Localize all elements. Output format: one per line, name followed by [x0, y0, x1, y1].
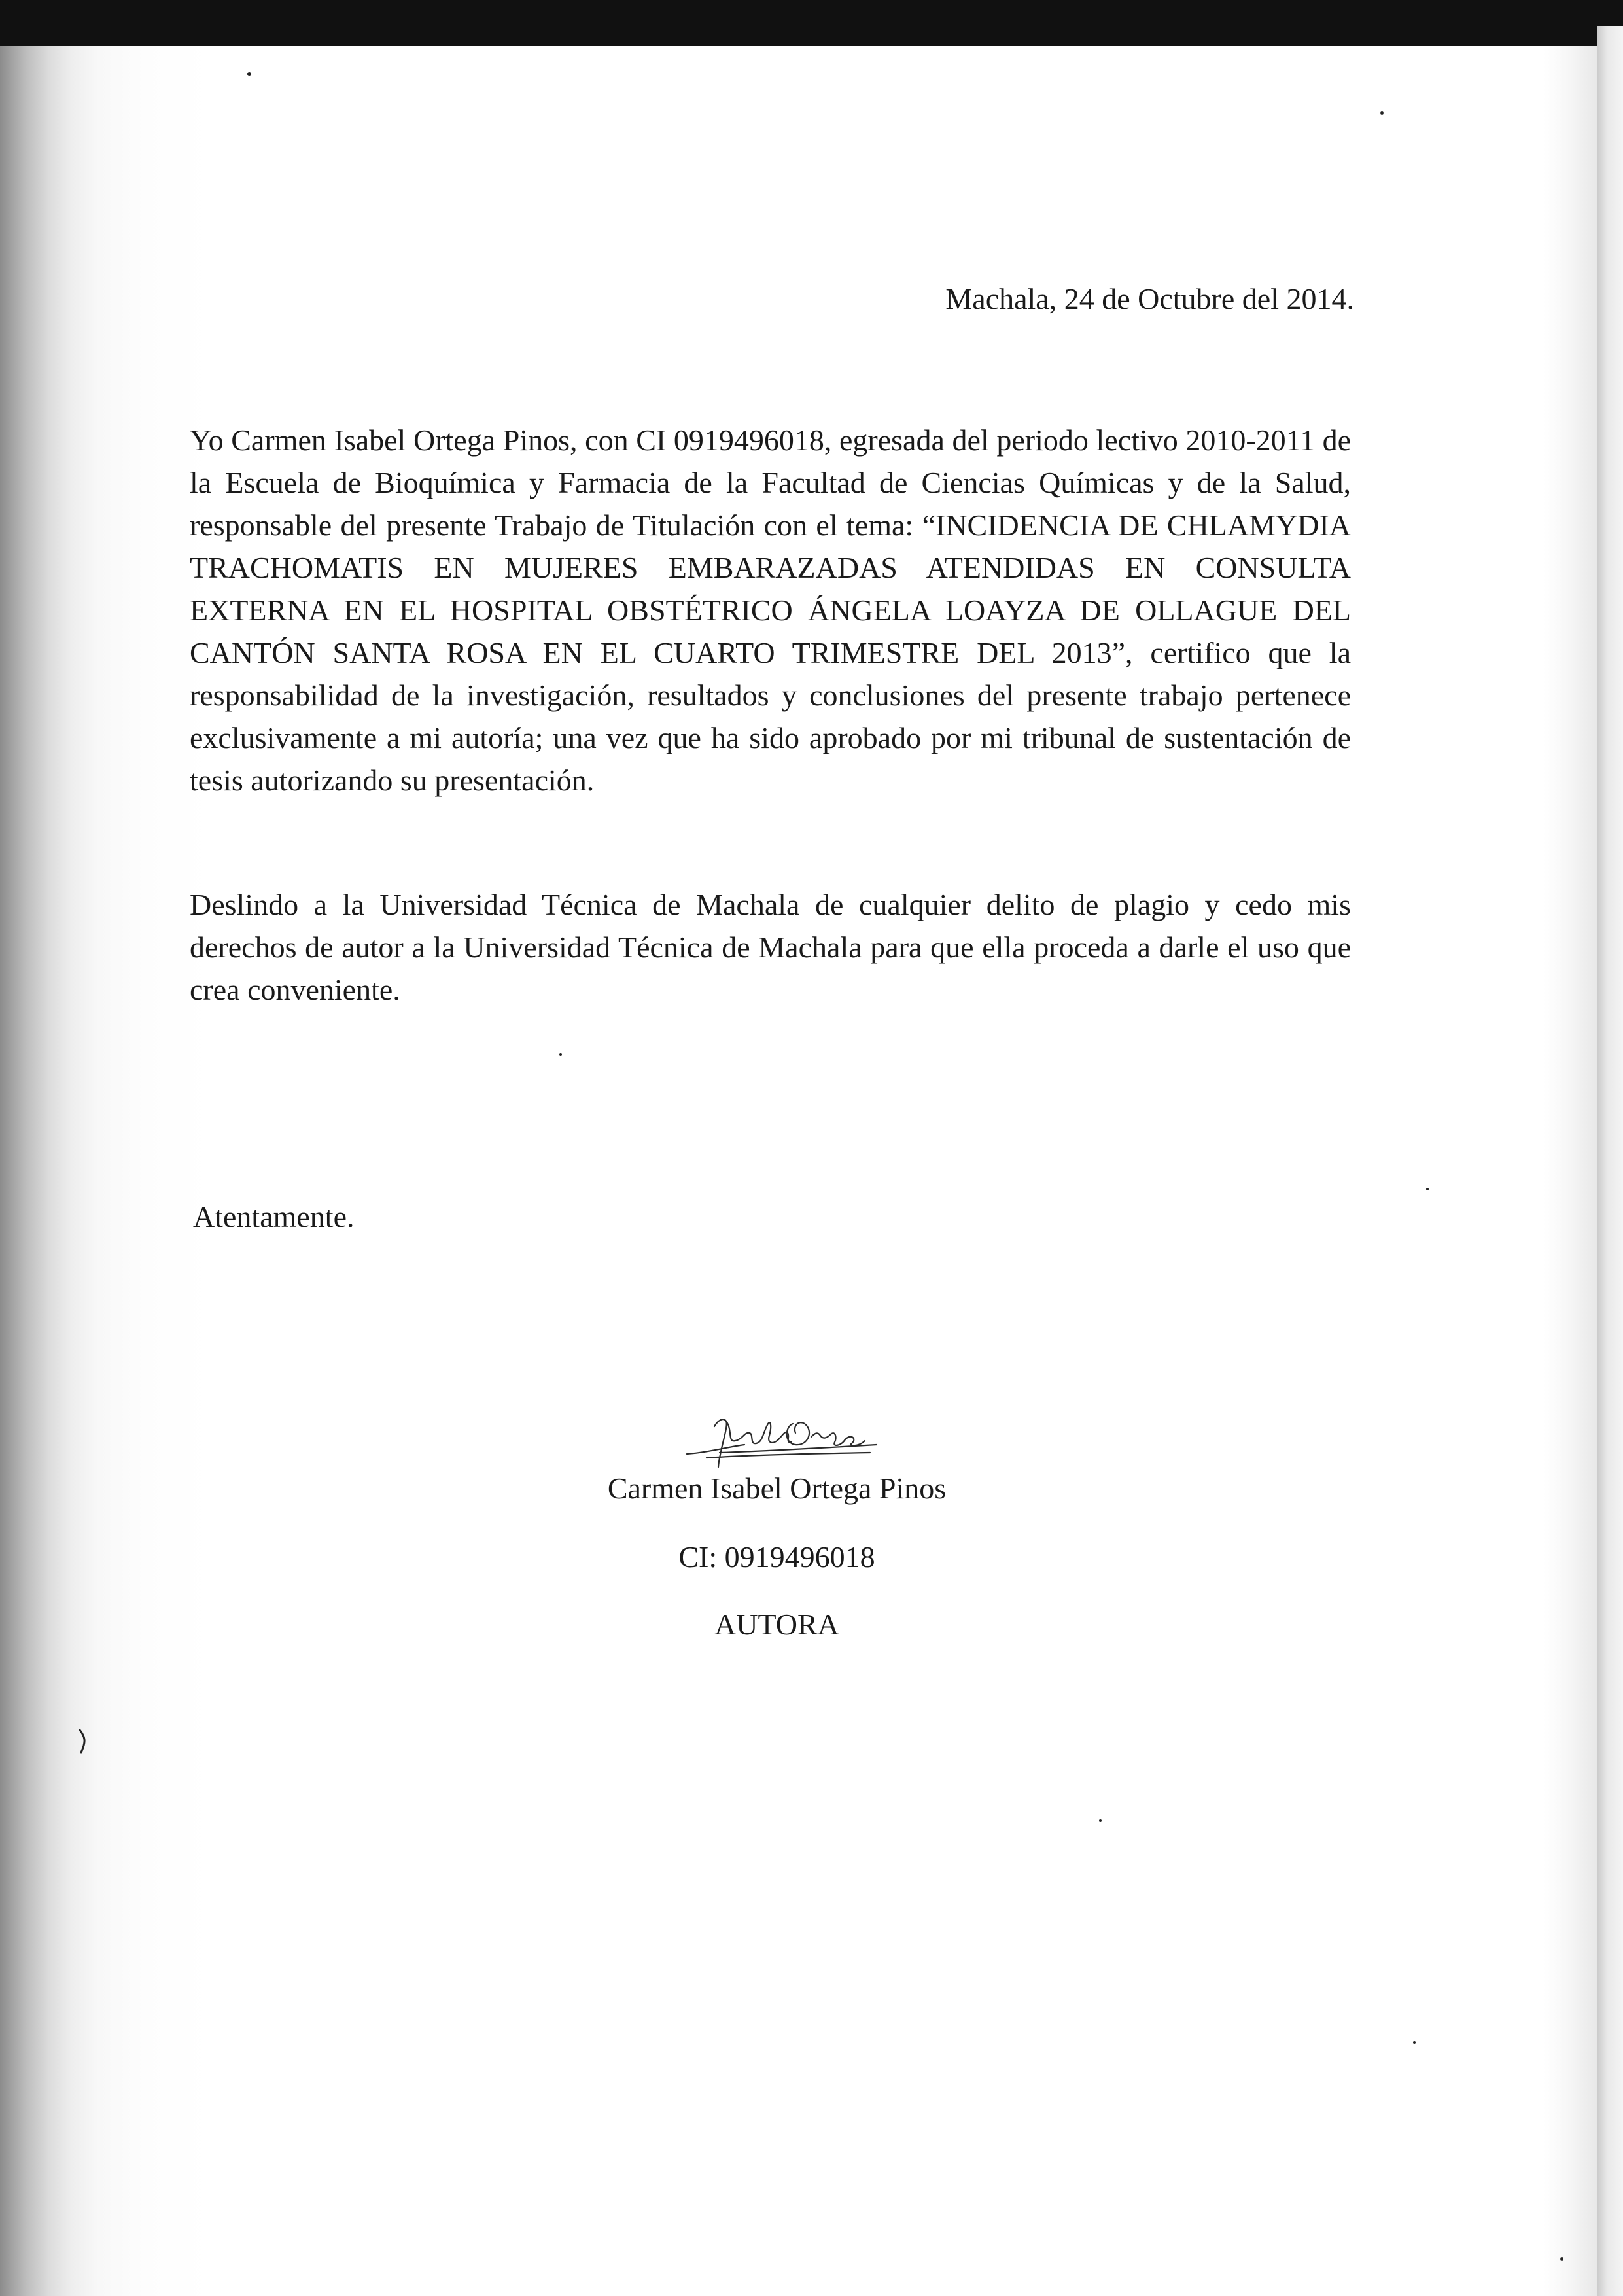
- scan-speck: [1560, 2257, 1563, 2261]
- handwritten-signature: [680, 1407, 890, 1469]
- scan-speck: [1413, 2041, 1416, 2044]
- scan-speck: [1426, 1188, 1429, 1190]
- signatory-name: Carmen Isabel Ortega Pinos: [607, 1472, 947, 1505]
- signatory-id: CI: 0919496018: [678, 1540, 875, 1574]
- margin-mark: [77, 1727, 90, 1756]
- release-paragraph: Deslindo a la Universidad Técnica de Machala de cualquier delito de plagio y cedo mis derechos de autor a la Universidad Técnica de Machala para que ella proceda a darle el uso que crea conveniente.: [190, 888, 1351, 1006]
- paper-sheet: [0, 46, 1597, 2296]
- scan-speck: [1380, 111, 1384, 115]
- scan-speck: [247, 72, 251, 76]
- signature-block: [458, 1407, 1096, 1641]
- closing-salutation: Atentamente.: [193, 1200, 355, 1233]
- signatory-role: AUTORA: [714, 1608, 839, 1641]
- scan-speck: [1099, 1819, 1102, 1822]
- page-edge-shadow: [1597, 26, 1623, 2296]
- certification-paragraph: Yo Carmen Isabel Ortega Pinos, con CI 0919496018, egresada del periodo lectivo 2010-2011 de la Escuela de Bioquímica y Farmacia de la Facultad de Ciencias Químicas y de la Salud, responsable del presente Trabajo de Titulación con el tema: “INCIDENCIA DE CHLAMYDIA TRACHOMATIS EN MUJERES EMBARAZADAS ATENDIDAS EN CONSULTA EXTERNA EN EL HOSPITAL OBSTÉTRICO ÁNGELA LOAYZA DE OLLAGUE DEL CANTÓN SANTA ROSA EN EL CUARTO TRIMESTRE DEL 2013”, certifico que la responsabilidad de la investigación, resultados y conclusiones del presente trabajo pertenece exclusivamente a mi autoría; una vez que ha sido aprobado por mi tribunal de sustentación de tesis autorizando su presentación.: [190, 423, 1351, 797]
- document-date: Machala, 24 de Octubre del 2014.: [945, 282, 1354, 315]
- scan-speck: [559, 1053, 562, 1056]
